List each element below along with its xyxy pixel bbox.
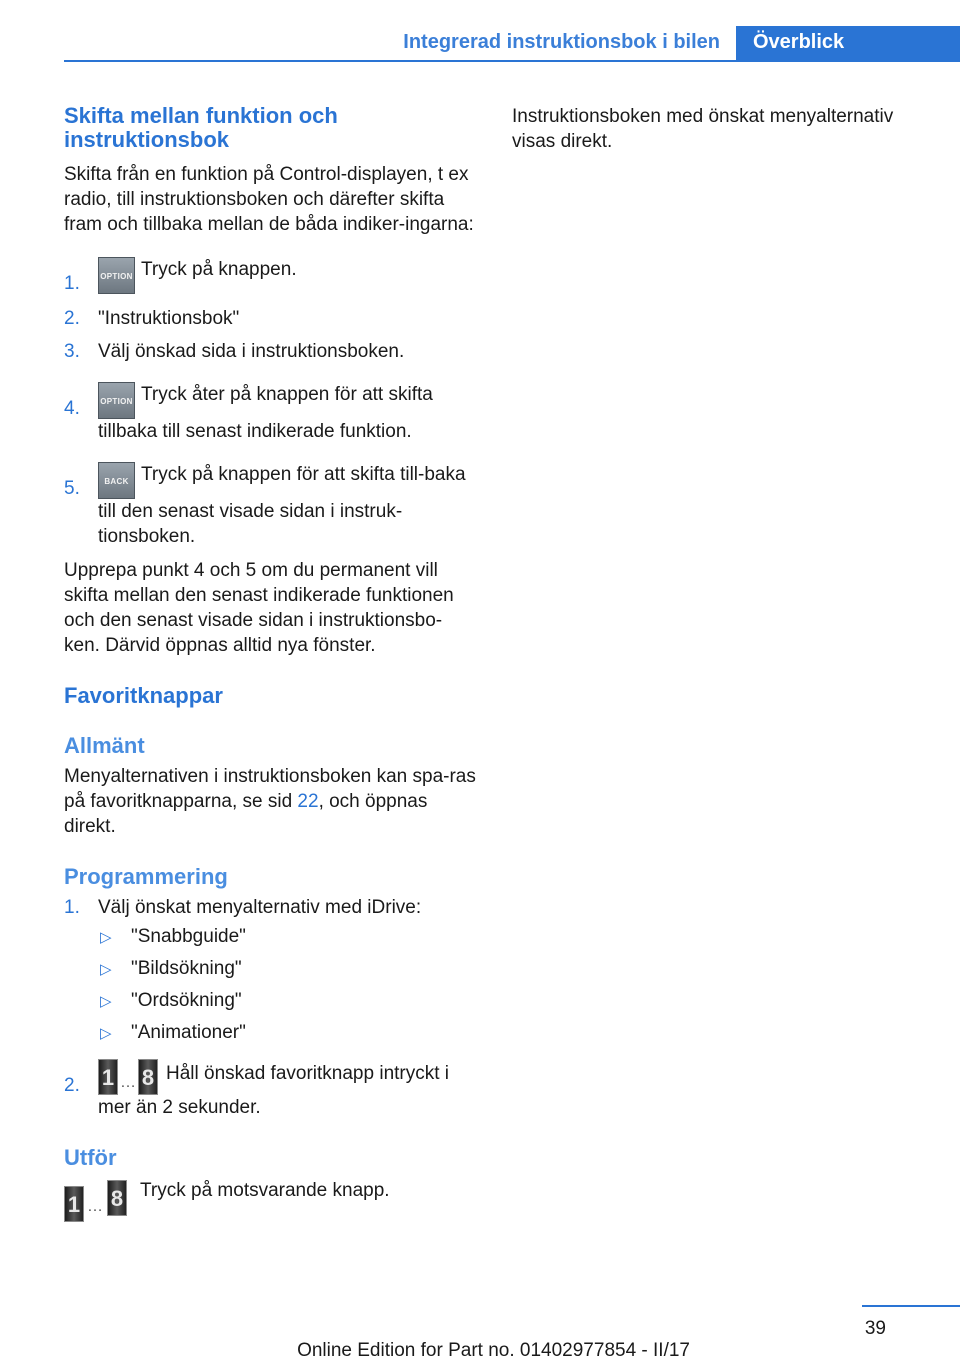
prog-step-1 <box>64 895 476 1045</box>
heading-favorites: Favoritknappar <box>64 683 223 708</box>
favorite-button-1-icon: 1 <box>64 1186 84 1222</box>
menu-options-list <box>98 924 476 1045</box>
list-item: ▷ "Animationer" <box>98 1020 476 1045</box>
para-direct: Instruktionsboken med önskat menyalternativ visas direkt. <box>512 106 894 152</box>
programming-steps <box>64 895 476 1120</box>
ellipsis-icon: … <box>87 1198 103 1215</box>
step-text: Välj önskad sida i instruktionsboken. <box>98 341 405 362</box>
back-button-icon: BACK <box>98 462 135 499</box>
step-number: 1. <box>64 897 80 918</box>
left-column <box>64 104 476 1224</box>
header-section-title: Integrerad instruktionsbok i bilen <box>403 31 720 53</box>
step-number: 4. <box>64 398 80 419</box>
list-item: ▷ "Ordsökning" <box>98 988 476 1013</box>
edition-line: Online Edition for Part no. 01402977854 - II/17 <box>297 1340 690 1361</box>
para-general-text-1: Menyalternativen i instruktionsboken kan spa-ras på favoritknapparna, se sid <box>64 766 476 812</box>
step-2 <box>64 306 476 331</box>
step-number: 1. <box>64 273 80 294</box>
favorite-button-8-icon: 8 <box>107 1180 127 1216</box>
option-button-icon: OPTION <box>98 257 135 294</box>
step-number: 3. <box>64 341 80 362</box>
option-button-icon: OPTION <box>98 382 135 419</box>
heading-programming: Programmering <box>64 864 228 889</box>
para-general-text-2: , och öppnas direkt. <box>64 791 428 837</box>
step-number: 2. <box>64 308 80 329</box>
para-switch: Skifta från en funktion på Control-displayen, t ex radio, till instruktionsboken och därefter skifta fram och tillbaka mellan de båda indiker-ingarna: <box>64 164 474 235</box>
step-text: Tryck på knappen för att skifta till-baka till den senast visade sidan i instruk-tionsboken. <box>98 464 466 547</box>
para-execute: Tryck på motsvarande knapp. <box>140 1180 390 1201</box>
step-text: Håll önskad favoritknapp intryckt i mer än 2 sekunder. <box>98 1063 450 1118</box>
favorite-button-8-icon: 8 <box>138 1059 158 1095</box>
step-text: Välj önskat menyalternativ med iDrive: <box>98 897 422 918</box>
triangle-bullet-icon: ▷ <box>100 993 112 1010</box>
list-item: ▷ "Snabbguide" <box>98 924 476 949</box>
heading-general: Allmänt <box>64 733 145 758</box>
step-5 <box>64 462 476 549</box>
list-item: ▷ "Bildsökning" <box>98 956 476 981</box>
header-chapter-tab: Överblick <box>736 26 960 62</box>
para-repeat: Upprepa punkt 4 och 5 om du permanent vill skifta mellan den senast indikerade funktionen och den senast visade sidan i instruktionsbo-ken. Därvid öppnas alltid nya fönster. <box>64 560 454 656</box>
page-header <box>64 26 960 62</box>
prog-step-2 <box>64 1059 476 1120</box>
page-number: 39 <box>864 1318 886 1339</box>
switch-steps <box>64 257 476 549</box>
triangle-bullet-icon: ▷ <box>100 929 112 946</box>
step-text: Tryck på knappen. <box>141 259 297 280</box>
heading-execute: Utför <box>64 1145 117 1170</box>
ellipsis-icon: … <box>120 1074 136 1091</box>
heading-switch: Skifta mellan funktion och instruktionsbok <box>64 103 338 152</box>
right-column <box>512 104 924 154</box>
step-number: 2. <box>64 1075 80 1096</box>
footer-rule <box>862 1305 960 1307</box>
execute-row <box>64 1178 476 1224</box>
step-text: Tryck åter på knappen för att skifta tillbaka till senast indikerade funktion. <box>98 384 433 442</box>
step-text: "Instruktionsbok" <box>98 308 240 329</box>
page-reference-link[interactable]: 22 <box>297 791 319 812</box>
step-number: 5. <box>64 478 80 499</box>
triangle-bullet-icon: ▷ <box>100 961 112 978</box>
step-3 <box>64 339 476 364</box>
favorite-button-1-icon: 1 <box>98 1059 118 1095</box>
step-1 <box>64 257 476 294</box>
header-rule <box>64 60 960 62</box>
triangle-bullet-icon: ▷ <box>100 1025 112 1042</box>
step-4 <box>64 382 476 444</box>
para-general <box>64 764 476 839</box>
